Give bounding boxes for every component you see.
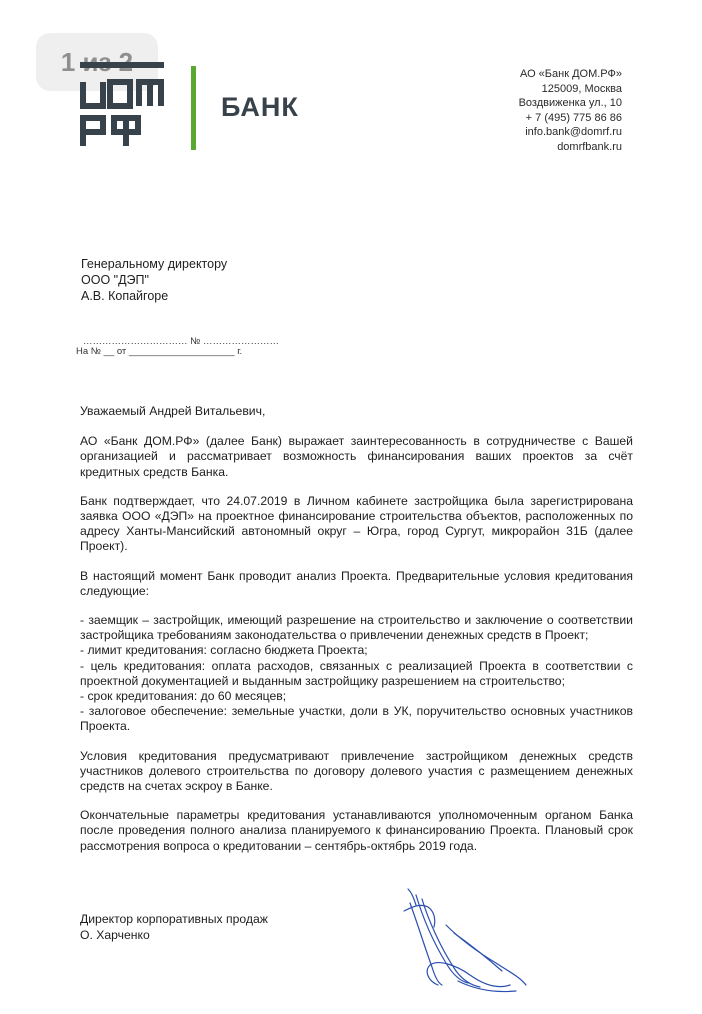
recipient-block bbox=[81, 256, 227, 304]
page-counter: 1 из 2 bbox=[36, 33, 158, 91]
condition-item: - залоговое обеспечение: земельные участки, доли в УК, поручительство основных участников Проекта. bbox=[80, 704, 633, 734]
logo-divider bbox=[191, 66, 196, 150]
address-line: Воздвиженка ул., 10 bbox=[518, 97, 622, 110]
condition-item: - срок кредитования: до 60 месяцев; bbox=[80, 689, 287, 704]
paragraph: Банк подтверждает, что 24.07.2019 в Личном кабинете застройщика была зарегистрирована заявка ООО «ДЭП» на проектное финансирование строительства объектов, расположенных по адресу Ханты-Мансийский автономный округ – Югра, город Сургут, микрорайон 31Б (далее Проект). bbox=[80, 493, 633, 554]
letter-body bbox=[80, 404, 633, 868]
condition-item: - заемщик – застройщик, имеющий разрешение на строительство и заключение о соответствии застройщика требованиям законодательства о привлечении денежных средств в Проект; bbox=[80, 613, 633, 643]
logo-word: БАНК bbox=[221, 92, 299, 122]
condition-item: - цель кредитования: оплата расходов, связанных с реализацией Проекта в соответствии с проектной документацией и выданным застройщику разрешением на строительство; bbox=[80, 658, 633, 688]
incoming-number-line: На № __ от ____________________ г. bbox=[76, 346, 243, 357]
bank-address bbox=[519, 67, 622, 155]
address-line: 125009, Москва bbox=[541, 82, 622, 95]
paragraph: Условия кредитования предусматривают привлечение застройщиком денежных средств участников долевого строительства по договору долевого участия с размещением денежных средств на счетах эскроу в Банке. bbox=[80, 748, 633, 794]
address-line: АО «Банк ДОМ.РФ» bbox=[519, 68, 622, 80]
conditions-list bbox=[80, 613, 633, 735]
paragraph: В настоящий момент Банк проводит анализ Проекта. Предварительные условия кредитования следующие: bbox=[80, 568, 633, 598]
handwritten-signature bbox=[398, 885, 533, 1000]
condition-item: - лимит кредитования: согласно бюджета Проекта; bbox=[80, 643, 368, 658]
signer-name: О. Харченко bbox=[80, 928, 150, 942]
address-line: domrfbank.ru bbox=[557, 140, 622, 153]
greeting: Уважаемый Андрей Витальевич, bbox=[80, 404, 266, 418]
address-line: info.bank@domrf.ru bbox=[525, 126, 622, 139]
recipient-line: ООО "ДЭП" bbox=[81, 273, 149, 287]
paragraph: АО «Банк ДОМ.РФ» (далее Банк) выражает заинтересованность в сотрудничестве с Вашей организацией и рассматривает возможность финансирования ваших проектов за счёт кредитных средств Банка. bbox=[80, 434, 633, 479]
signer-block bbox=[80, 911, 268, 943]
outgoing-number-line: …………………………… № …………………… bbox=[83, 336, 279, 347]
domrf-logo-icon bbox=[80, 62, 164, 154]
recipient-line: А.В. Копайгоре bbox=[81, 289, 169, 303]
recipient-line: Генеральному директору bbox=[81, 257, 228, 271]
address-line: + 7 (495) 775 86 86 bbox=[525, 111, 622, 124]
paragraph: Окончательные параметры кредитования устанавливаются уполномоченным органом Банка после проведения полного анализа планируемого к финансированию Проекта. Плановый срок рассмотрения вопроса о кредитовании – сентябрь-октябрь 2019 года. bbox=[80, 808, 633, 853]
signer-title: Директор корпоративных продаж bbox=[80, 912, 268, 926]
